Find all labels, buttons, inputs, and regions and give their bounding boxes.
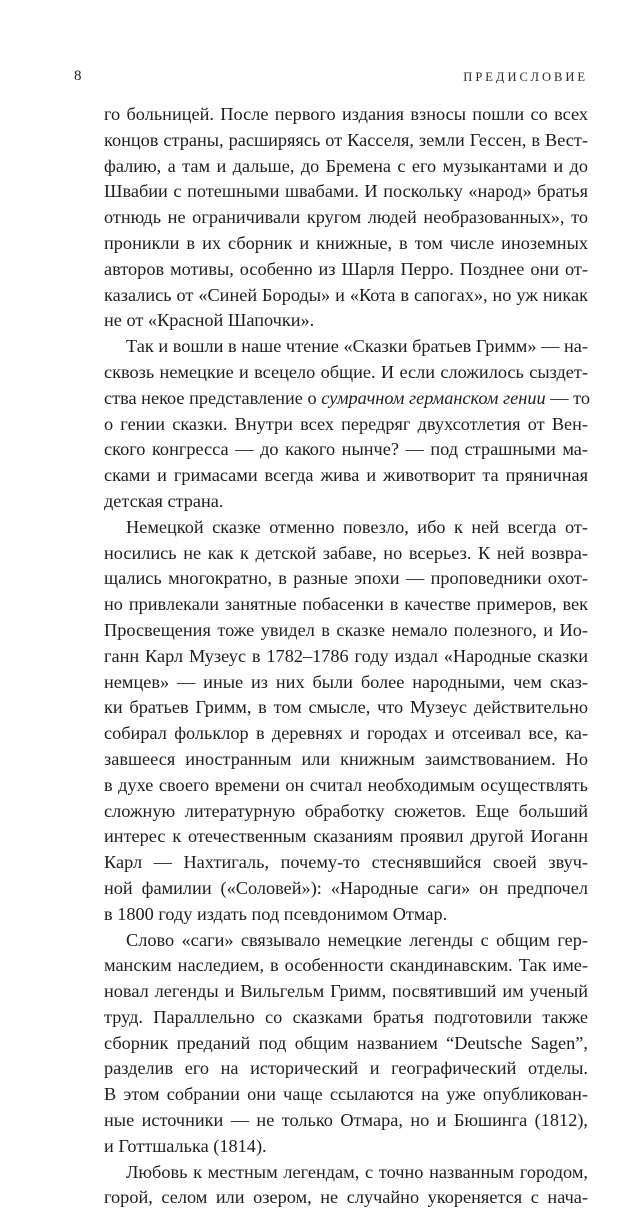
text-line: Немецкой сказке отменно повезло, ибо к ней всегда от- [126, 516, 588, 537]
text-line-segment: — то [545, 387, 590, 408]
text-line: немцев» — иные из них были более народными, чем сказ- [104, 671, 588, 692]
text-line: авторов мотивы, особенно из Шарля Перро. Позднее они от- [104, 258, 588, 279]
text-line: Просвещения тоже увидел в сказке немало полезного, и Ио- [104, 619, 588, 640]
text-line: разделив его на исторический и географический отделы. [104, 1058, 588, 1079]
text-line: новал легенды и Вильгельм Гримм, посвятивший им ученый [104, 981, 588, 1002]
text-line: детская страна. [104, 490, 224, 511]
text-line: не от «Красной Шапочки». [104, 310, 315, 331]
text-line: горой, селом или озером, не случайно укореняется с нача- [104, 1187, 588, 1208]
text-line: отнюдь не ограничивали кругом людей необразованных», то [104, 207, 588, 228]
page-number: 8 [74, 68, 82, 84]
text-line: труд. Параллельно со сказками братья подготовили также [104, 1006, 588, 1027]
text-line [104, 386, 588, 412]
text-line: В этом собрании они чаще ссылаются на уже опубликован- [104, 1084, 588, 1105]
text-line: ки братьев Гримм, в том смысле, что Музеус действительно [104, 697, 588, 718]
text-line: Швабии с потешными швабами. И поскольку «народ» братья [104, 181, 588, 202]
text-line: фалию, а там и дальше, до Бремена с его музыкантами и до [104, 155, 588, 176]
text-line-segment: ства некое представление о [104, 387, 322, 408]
text-line: в духе своего времени он считал необходимым осуществлять [104, 774, 588, 795]
text-line: ной фамилии («Соловей»): «Народные саги» он предпочел [104, 877, 588, 898]
text-line: интерес к отечественным сказаниям проявил другой Иоганн [104, 826, 588, 847]
text-line: но привлекали занятные побасенки в качестве примеров, век [104, 594, 588, 615]
text-line: ганн Карл Музеус в 1782–1786 году издал «Народные сказки [104, 645, 588, 666]
running-title: ПРЕДИСЛОВИЕ [463, 70, 588, 84]
text-line: носились не как к детской забаве, но всерьез. К ней возвра- [104, 542, 588, 563]
text-line: ные источники — не только Отмара, но и Бюшинга (1812), [104, 1110, 588, 1131]
italic-phrase: сумрачном германском гении [321, 387, 546, 408]
text-line: завшееся иностранным или книжным заимствованием. Но [104, 748, 588, 769]
text-line: и Готтшалька (1814). [104, 1135, 267, 1156]
text-line: концов страны, расширяясь от Касселя, земли Гессен, в Вест- [104, 129, 588, 150]
body-text [104, 102, 588, 1211]
text-line: го больницей. После первого издания взносы пошли со всех [104, 104, 588, 124]
text-line: в 1800 году издать под псевдонимом Отмар. [104, 903, 448, 924]
text-line: о гении сказки. Внутри всех передряг двухсотлетия от Вен- [104, 413, 588, 434]
text-line: проникли в их сборник и книжные, в том числе иноземных [104, 232, 588, 253]
text-line [104, 360, 588, 386]
text-line: манским наследием, в особенности скандинавским. Так име- [104, 955, 588, 976]
text-line: Карл — Нахтигаль, почему-то стеснявшийся своей звуч- [104, 852, 588, 873]
text-line: ского конгресса — до какого нынче? — под страшными ма- [104, 439, 588, 460]
text-line: собирал фольклор в деревнях и городах и отсеивал все, ка- [104, 723, 588, 744]
text-line: Слово «саги» связывало немецкие легенды с общим гер- [126, 929, 588, 950]
text-line-segment: сквозь немецкие и всецело общие. И если сложилось сыздет- [104, 361, 588, 382]
text-line: сложную литературную обработку сюжетов. Еще больший [104, 800, 588, 821]
text-line: Так и вошли в наше чтение «Сказки братьев Гримм» — на- [126, 336, 588, 357]
text-line: щались многократно, в разные эпохи — проповедники охот- [104, 568, 588, 589]
text-line: сками и гримасами всегда жива и животворит та пряничная [104, 465, 588, 486]
text-line: Любовь к местным легендам, с точно названным городом, [126, 1161, 588, 1182]
text-line: сборник преданий под общим названием “Deutsche Sagen”, [104, 1032, 588, 1053]
text-line: казались от «Синей Бороды» и «Кота в сапогах», но уж никак [104, 284, 588, 305]
